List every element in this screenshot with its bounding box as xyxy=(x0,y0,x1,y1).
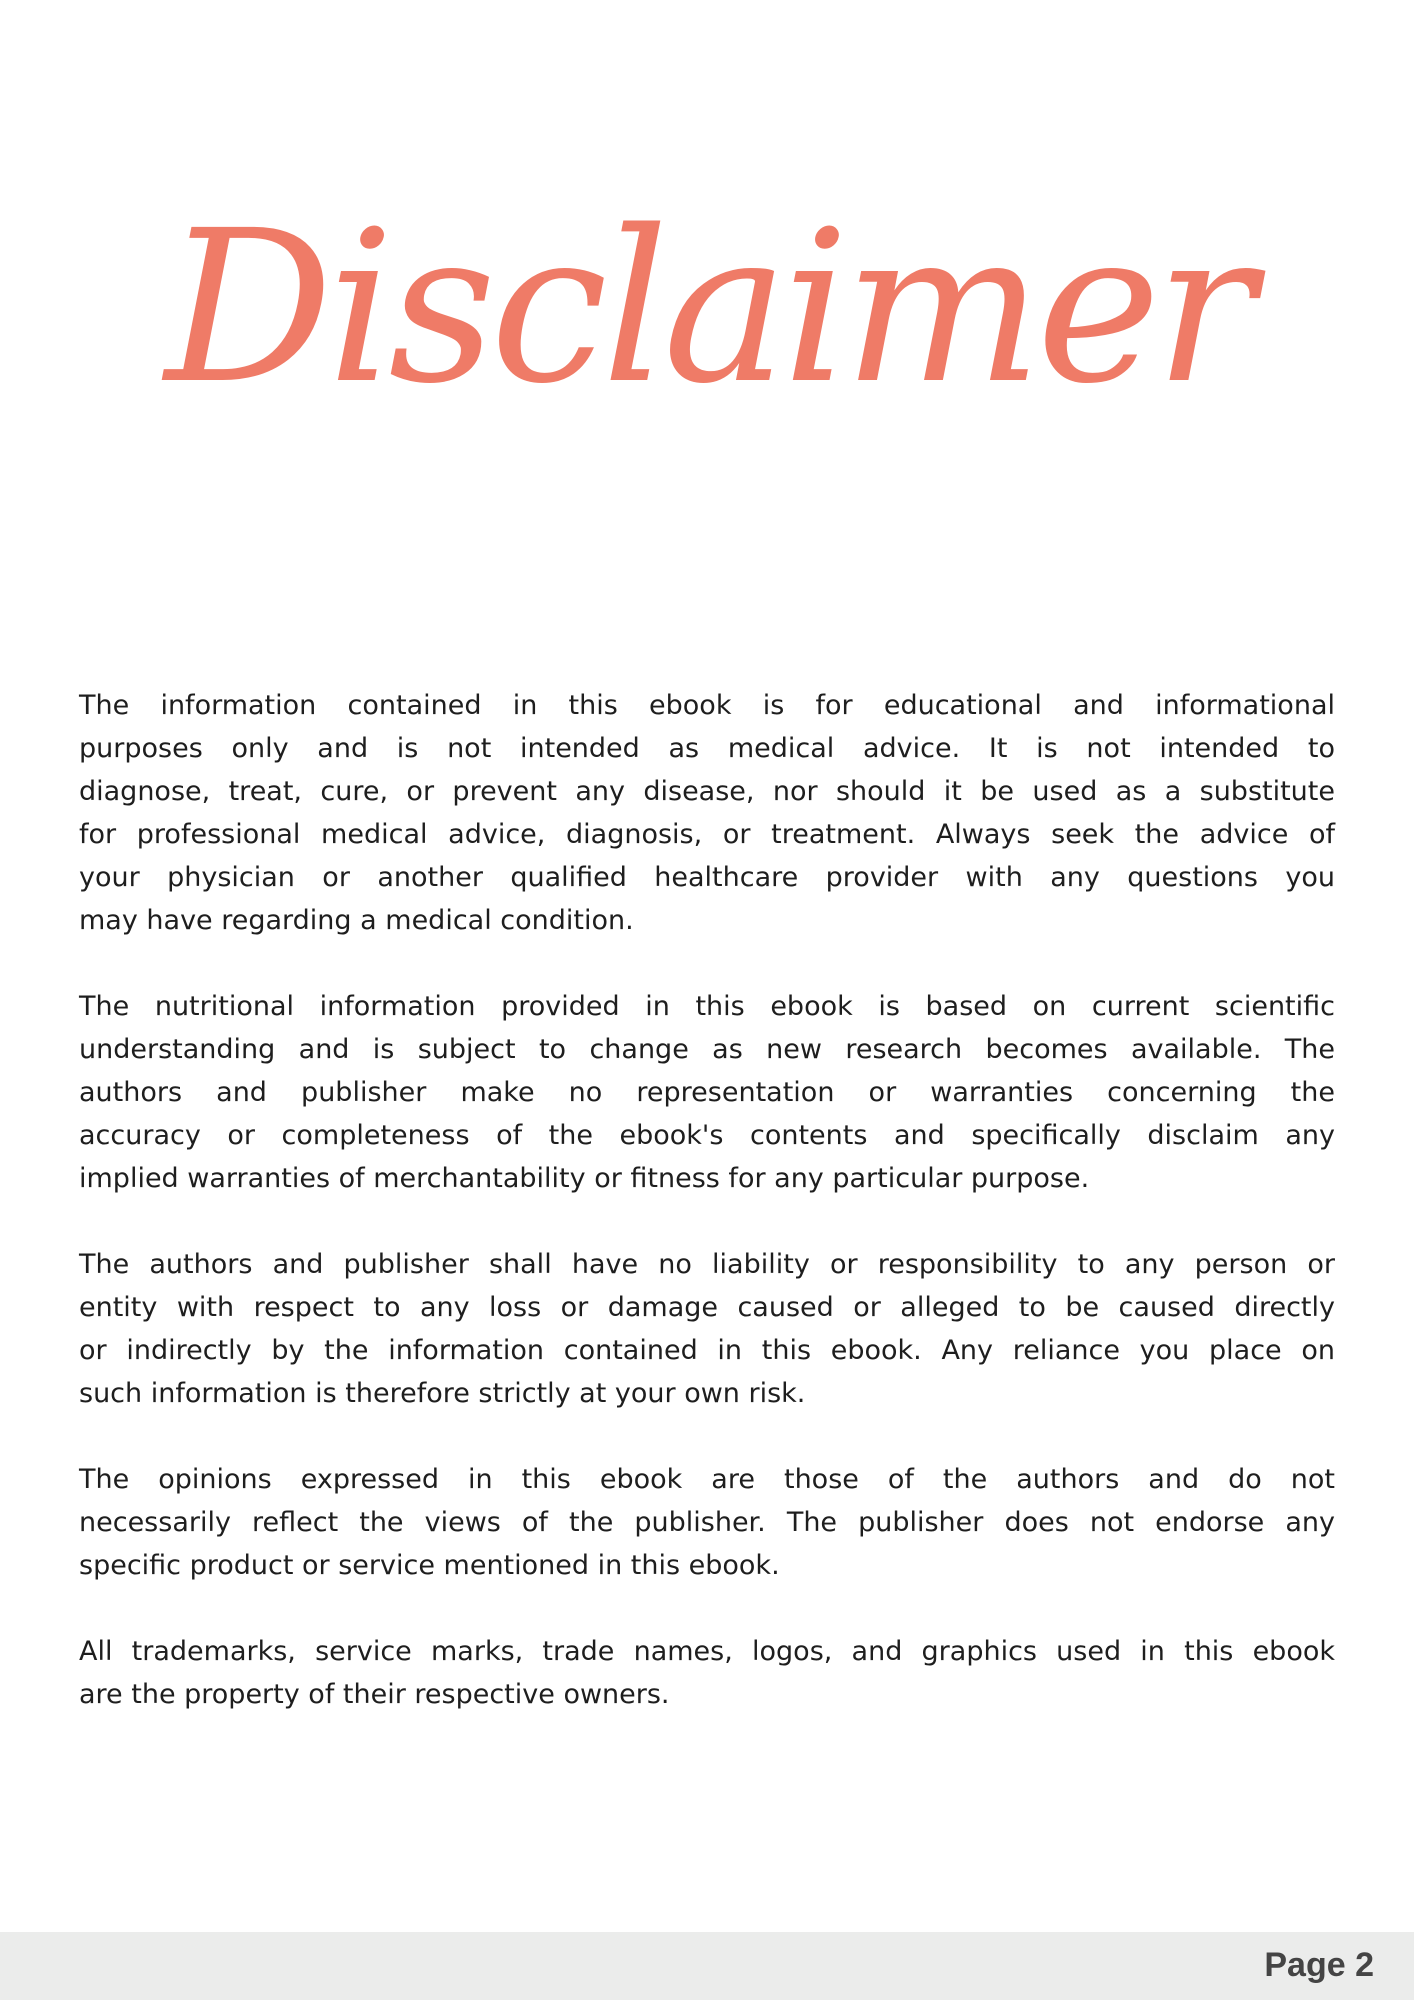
disclaimer-paragraph xyxy=(79,1458,1335,1587)
paragraph-line: The opinions expressed in this ebook are those of the authors and do not xyxy=(79,1464,1335,1495)
paragraph-line: may have regarding a medical condition. xyxy=(79,905,634,936)
paragraph-line: The nutritional information provided in this ebook is based on current scientific xyxy=(79,991,1335,1022)
paragraph-line: The information contained in this ebook is for educational and informational xyxy=(79,690,1335,721)
paragraph-line: understanding and is subject to change as new research becomes available. The xyxy=(79,1034,1335,1065)
paragraph-line: accuracy or completeness of the ebook's contents and specifically disclaim any xyxy=(79,1120,1335,1151)
paragraph-line: entity with respect to any loss or damage caused or alleged to be caused directly xyxy=(79,1292,1335,1323)
disclaimer-paragraph xyxy=(79,684,1335,942)
paragraph-line: implied warranties of merchantability or fitness for any particular purpose. xyxy=(79,1163,1090,1194)
disclaimer-body xyxy=(79,684,1335,1759)
paragraph-line: All trademarks, service marks, trade names, logos, and graphics used in this ebook xyxy=(79,1636,1335,1667)
paragraph-line: necessarily reflect the views of the publisher. The publisher does not endorse any xyxy=(79,1507,1335,1538)
paragraph-line: diagnose, treat, cure, or prevent any disease, nor should it be used as a substitute xyxy=(79,776,1335,807)
paragraph-line: specific product or service mentioned in this ebook. xyxy=(79,1550,780,1581)
paragraph-line: or indirectly by the information contained in this ebook. Any reliance you place on xyxy=(79,1335,1335,1366)
paragraph-line: such information is therefore strictly at your own risk. xyxy=(79,1378,806,1409)
paragraph-line: authors and publisher make no representation or warranties concerning the xyxy=(79,1077,1335,1108)
page-footer xyxy=(0,1932,1414,2000)
paragraph-line: The authors and publisher shall have no liability or responsibility to any person or xyxy=(79,1249,1335,1280)
page-title: Disclaimer xyxy=(164,185,1250,430)
disclaimer-paragraph xyxy=(79,1243,1335,1415)
paragraph-line: your physician or another qualified healthcare provider with any questions you xyxy=(79,862,1335,893)
paragraph-line: for professional medical advice, diagnosis, or treatment. Always seek the advice of xyxy=(79,819,1335,850)
disclaimer-paragraph xyxy=(79,985,1335,1200)
paragraph-line: are the property of their respective owners. xyxy=(79,1679,670,1710)
disclaimer-paragraph xyxy=(79,1630,1335,1716)
paragraph-line: purposes only and is not intended as medical advice. It is not intended to xyxy=(79,733,1335,764)
page-number: Page 2 xyxy=(1264,1946,1374,1984)
